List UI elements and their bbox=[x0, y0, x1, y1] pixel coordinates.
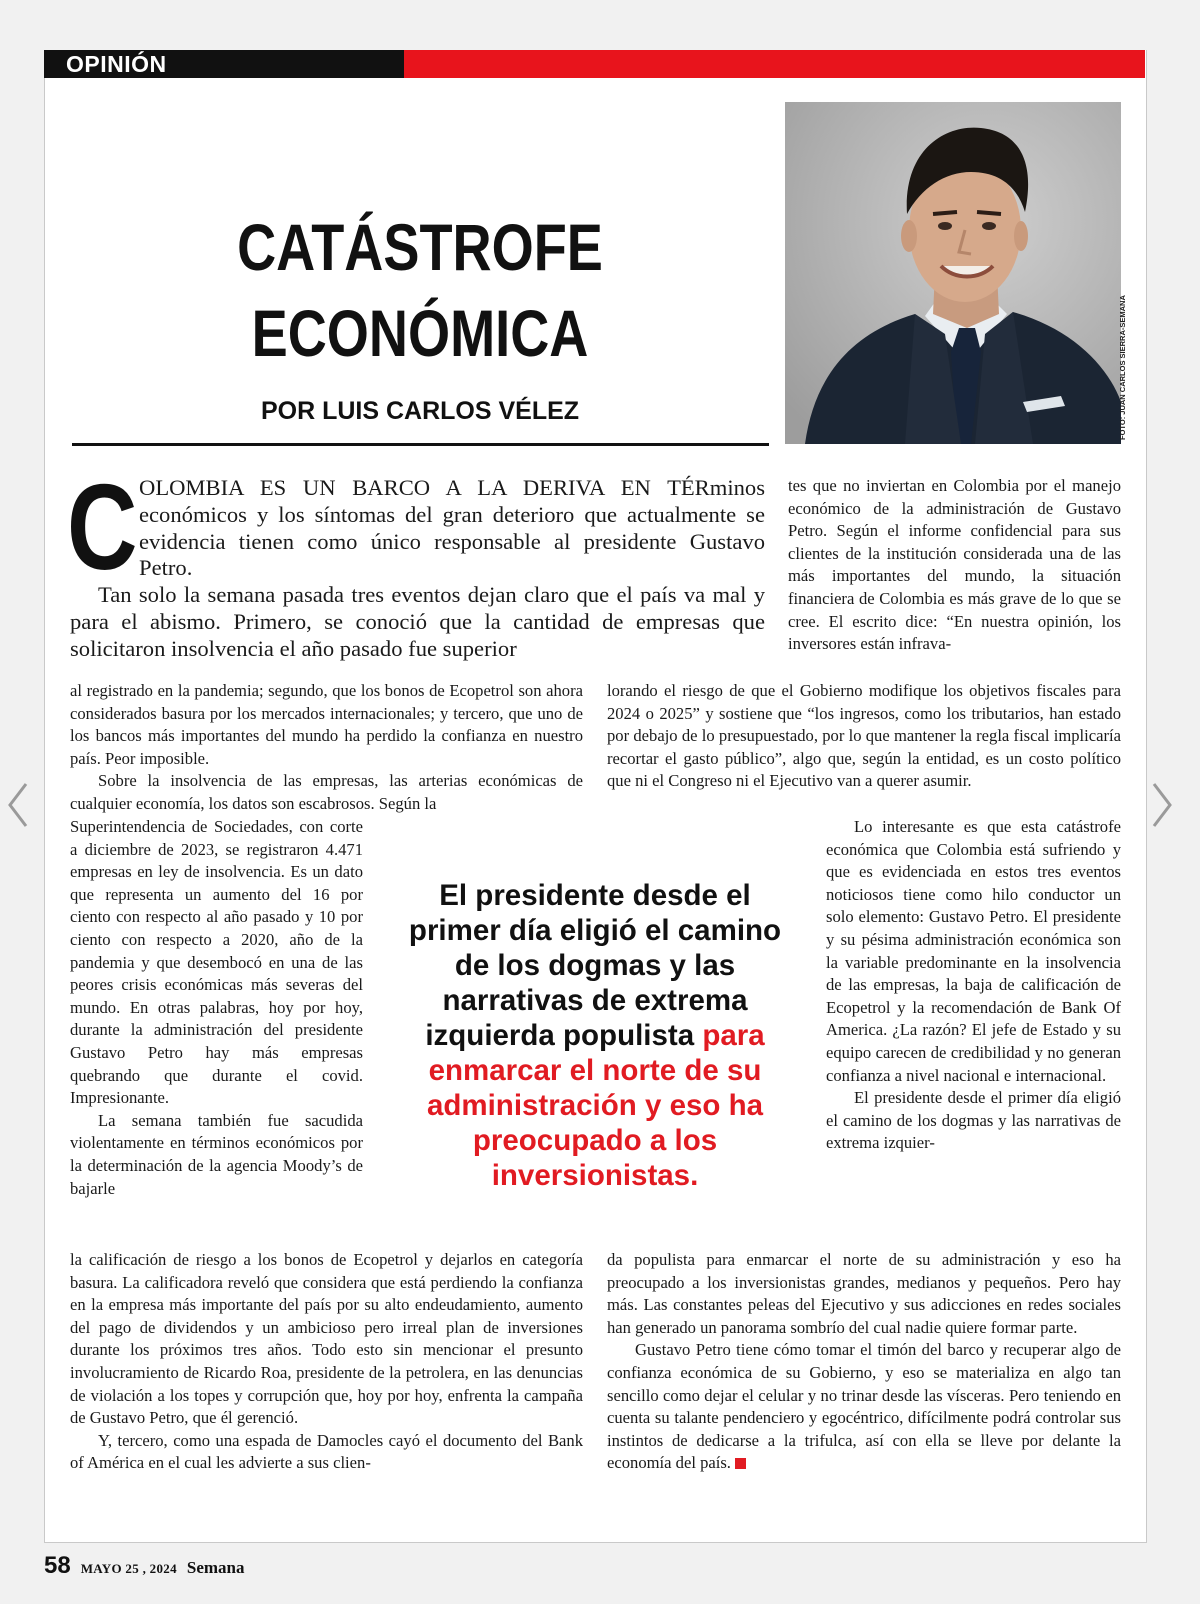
right-narrow-paragraph-2: El presidente desde el primer día eligió el camino de los dogmas y las narrativas de extrema izquier- bbox=[826, 1088, 1121, 1153]
page-number: 58 bbox=[44, 1552, 71, 1579]
left-top-paragraph-1: al registrado en la pandemia; segundo, que los bonos de Ecopetrol son ahora considerados basura por los mercados internacionales; y tercero, que uno de los bancos más importantes del mundo ha perdido la confianza en nuestro país. Peor imposible. bbox=[70, 681, 583, 768]
author-portrait-illustration bbox=[785, 102, 1121, 444]
title-rule bbox=[72, 443, 769, 446]
right-narrow-paragraph-1: Lo interesante es que esta catástrofe económica que Colombia está sufriendo y que es evidenciada en estos tres eventos noticiosos tiene como hilo conductor un solo elemento: Gustavo Petro. El presidente y su pésima administración económica son la variable predominante en la insolvencia de las empresas, la baja de calificación de Ecopetrol y la recomendación de Bank Of America. ¿La razón? El jefe de Estado y su equipo carecen de credibilidad y no generan confianza a nivel nacional e internacional. bbox=[826, 817, 1121, 1085]
pull-quote bbox=[405, 878, 785, 1193]
section-label: OPINIÓN bbox=[44, 50, 404, 78]
lead-paragraph-2: Tan solo la semana pasada tres eventos dejan claro que el país va mal y para el abismo. Primero, se conoció que la cantidad de empresas que solicitaron insolvencia el año pasado fue superior bbox=[70, 582, 765, 661]
end-mark bbox=[735, 1458, 746, 1469]
article-lead bbox=[67, 459, 765, 663]
chevron-right-icon bbox=[1150, 780, 1174, 830]
chevron-left-icon bbox=[6, 780, 30, 830]
left-narrow-paragraph-2: La semana también fue sacudida violentamente en términos económicos por la determinación de la agencia Moody’s de bajarle bbox=[70, 1110, 363, 1198]
title-line-2: ECONÓMICA bbox=[251, 296, 589, 370]
photo-credit: FOTO: JUAN CARLOS SIERRA-SEMANA bbox=[1118, 295, 1127, 440]
lead-text-1: OLOMBIA ES UN BARCO A LA DERIVA EN TÉRminos económicos y los síntomas del gran deterioro que actualmente se evidencia tienen como único responsable al presidente Gustavo Petro. bbox=[139, 475, 765, 581]
right-top-paragraph: tes que no inviertan en Colombia por el manejo económico de la administración de Gustavo Petro. Según el informe confidencial para sus clientes de la institución considerada una de las más importantes del mundo, la situación financiera de Colombia es más grave de lo que se cree. El escrito dice: “En nuestra opinión, los inversores están infrava- bbox=[788, 476, 1121, 654]
column-left-narrow bbox=[70, 816, 363, 1200]
drop-cap: C bbox=[67, 459, 138, 595]
issue-date: MAYO 25 , 2024 bbox=[80, 1561, 177, 1576]
column-left-top bbox=[70, 680, 583, 816]
author-photo bbox=[785, 102, 1121, 444]
column-right-top bbox=[788, 475, 1121, 656]
right-bottom-paragraph-1: da populista para enmarcar el norte de su administración y eso ha preocupado a los inversionistas grandes, medianos y pequeños. Pero hay más. Las constantes peleas del Ejecutivo y sus adicciones en redes sociales han generado un panorama sombrío del cual nadie quiere formar parte. bbox=[607, 1250, 1121, 1337]
left-top-paragraph-2: Sobre la insolvencia de las empresas, las arterias económicas de cualquier economía, los datos son escabrosos. Según la bbox=[70, 771, 583, 813]
right-wide-paragraph: lorando el riesgo de que el Gobierno modifique los objetivos fiscales para 2024 o 2025” y sostiene que “los ingresos, como los tributarios, han estado por debajo de lo presupuestado, por lo que mantener la regla fiscal implicaría recortar el gasto público”, algo que, según la entidad, es un costo político que ni el Congreso ni el Ejecutivo van a querer asumir. bbox=[607, 681, 1121, 791]
title-line-1: CATÁSTROFE bbox=[237, 210, 603, 284]
section-accent-bar bbox=[404, 50, 1145, 78]
article-title bbox=[141, 204, 699, 376]
magazine-name: Semana bbox=[186, 1558, 245, 1577]
left-bottom-paragraph-2: Y, tercero, como una espada de Damocles cayó el documento del Bank of América en el cual les advierte a sus clien- bbox=[70, 1430, 583, 1473]
next-page-button[interactable] bbox=[1150, 780, 1174, 830]
byline: POR LUIS CARLOS VÉLEZ bbox=[260, 397, 580, 425]
right-bottom-text-2: Gustavo Petro tiene cómo tomar el timón del barco y recuperar algo de confianza económica de su Gobierno, y eso se materializa en algo tan sencillo como dejar el celular y no trinar desde las vísceras. Pero teniendo en cuenta su talante pendenciero y egocéntrico, difícilmente podrá controlar sus instintos de dedicarse a la trifulca, así con ella se lleve por delante la economía del país. bbox=[607, 1340, 1121, 1473]
lead-paragraph-1 bbox=[67, 459, 765, 595]
prev-page-button[interactable] bbox=[6, 780, 30, 830]
right-bottom-paragraph-2 bbox=[607, 1339, 1121, 1475]
column-right-bottom bbox=[607, 1249, 1121, 1475]
column-left-bottom bbox=[70, 1249, 583, 1475]
page-footer bbox=[44, 1552, 245, 1580]
section-header-bar bbox=[44, 50, 1145, 78]
pull-quote-red: para enmarcar el norte de su administración y eso ha preocupado a los inversionistas. bbox=[426, 1019, 765, 1192]
pull-quote-black: El presidente desde el primer día eligió el camino de los dogmas y las narrativas de extrema izquierda populista bbox=[408, 879, 782, 1052]
left-narrow-paragraph-1: Superintendencia de Sociedades, con corte a diciembre de 2023, se registraron 4.471 empresas en ley de insolvencia. Es un dato que representa un aumento del 16 por ciento con respecto al año pasado y 10 por ciento con respecto a 2020, año de la pandemia y que desembocó en una de las peores crisis económicas más severas del mundo. En otras palabras, hoy por hoy, durante la administración del presidente Gustavo Petro hay más empresas quebrando que durante el covid. Impresionante. bbox=[70, 817, 363, 1108]
column-right-narrow bbox=[826, 816, 1121, 1155]
column-right-wide bbox=[607, 680, 1121, 793]
left-bottom-paragraph-1: la calificación de riesgo a los bonos de Ecopetrol y dejarlos en categoría basura. La calificadora reveló que considera que está perdiendo la confianza en la empresa más importante del país por su alto endeudamiento, aumento del pago de dividendos y un ambicioso pero irreal plan de inversiones durante los próximos tres años. Todo esto sin mencionar el presunto involucramiento de Ricardo Roa, presidente de la petrolera, en las denuncias de violación a los topes y corrupción que, hoy por hoy, enfrenta la campaña de Gustavo Petro, que él gerenció. bbox=[70, 1250, 583, 1428]
